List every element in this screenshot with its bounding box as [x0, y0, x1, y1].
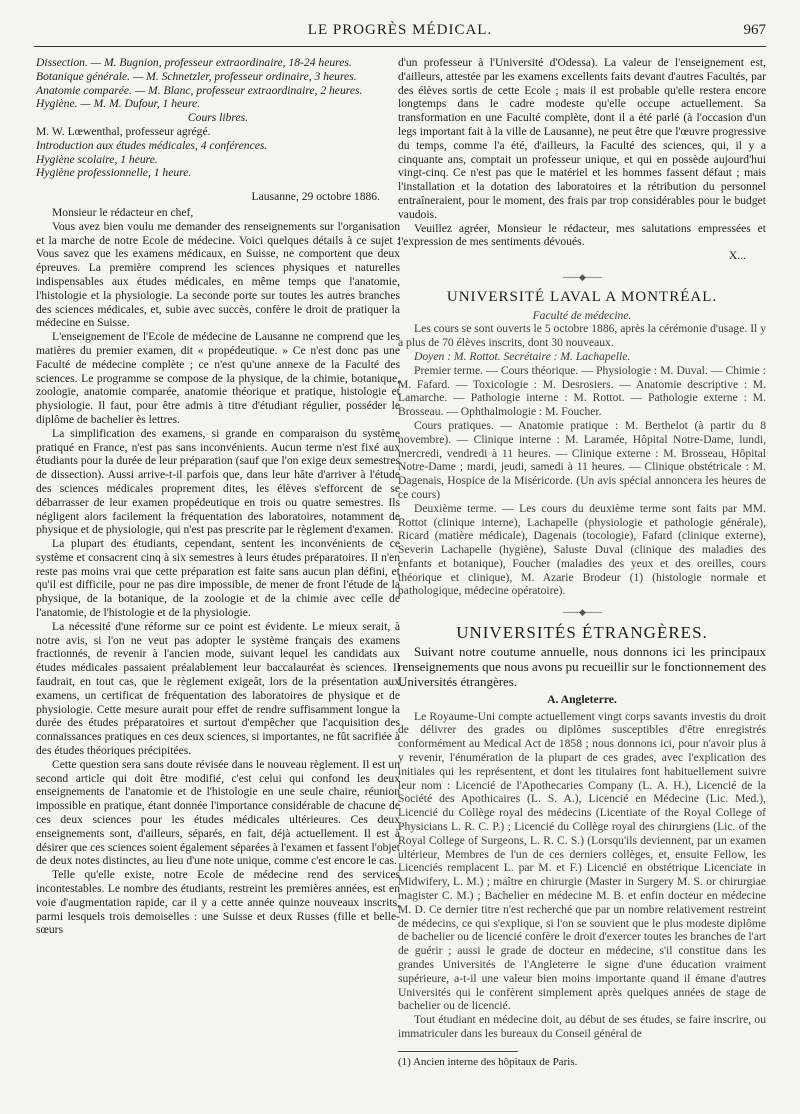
foreign-title: UNIVERSITÉS ÉTRANGÈRES. — [456, 623, 708, 643]
course-line: Anatomie comparée. — M. Blanc, professeur extraordinaire, 2 heures. — [36, 83, 363, 97]
page-number: 967 — [743, 22, 766, 38]
letter-closing: Veuillez agréer, Monsieur le rédacteur, mes salutations empressées et l'expression de mes sentiments dévoués. — [398, 221, 766, 249]
letter-continuation: d'un professeur à l'Université d'Odessa). La valeur de l'enseignement est, d'ailleurs, attestée par les examens excellents faits devant d'autres Facultés, par des élèves sortis de cette Ecole ; mais il est probable qu'elle restera encore longtemps dans le cadre modeste qu'elle occupe actuellement. Sa transformation en une Faculté complète, dont il a été parlé (à l'occasion d'un legs important fait à la ville de Lausanne), ne peut être que l'œuvre progressive du temps, comme l'a été, d'ailleurs, la Faculté des sciences, qui, il y a cinquante ans, comptait un professeur unique, et qui en possède aujourd'hui vingt-cinq. Ce n'est pas que le matériel et les hommes fassent défaut ; mais l'installation et la dotation des laboratoires et la rétribution du personnel entraîneraient, pour le moment, des frais par trop considérables pour le budget vaudois. — [398, 56, 766, 221]
letter-signature: X... — [728, 249, 746, 263]
right-column — [398, 56, 766, 1070]
letter-dateline: Lausanne, 29 octobre 1886. — [251, 190, 380, 204]
section-divider: ───◆─── — [562, 607, 602, 618]
free-course-line: Hygiène scolaire, 1 heure. — [36, 152, 158, 166]
footnote-rule — [398, 1051, 518, 1052]
letter-paragraph: Cette question sera sans doute révisée dans le nouveau règlement. Il est un second article qui doit être modifié, c'est celui qui confond les deux enseignements de l'anatomie et de l'histologie en une seule chaire, réunion impossible en pratique, étant donnée l'importance considérable de chacune de ces deux sciences pour les études médicales ultérieures. Ces deux enseignements sont, d'ailleurs, séparés, en fait, déjà actuellement. Il est à désirer que ces sciences soient également séparées à l'examen et fassent l'objet de deux notes distinctes, au lieu d'une note unique, comme c'est encore le cas. — [36, 757, 400, 868]
letter-salutation: Monsieur le rédacteur en chef, — [52, 205, 194, 219]
free-course-line: M. W. Lœwenthal, professeur agrégé. — [36, 124, 211, 138]
course-line: Hygiène. — M. M. Dufour, 1 heure. — [36, 97, 201, 111]
letter-paragraph: Vous avez bien voulu me demander des renseignements sur l'organisation et la marche de notre Ecole de médecine. Voici quelques détails à ce sujet : Vous savez que les examens médicaux, en Suisse, ne comportent que deux épreuves. La première comprend les sciences physiques et naturelles indispensables aux études médicales, en même temps que l'anatomie, l'histologie et la physiologie. La seconde porte sur toutes les autres branches des sciences médicales, et, subie avec succès, confère le droit de pratiquer la médecine en Suisse. — [36, 219, 400, 330]
letter-paragraph: La simplification des examens, si grande en comparaison du système pratiqué en France, n'est pas sans inconvénients. Aucun terme n'est fixé aux étudiants pour la durée de leur préparation (sauf que l'on exige deux semestres de dissection). Aussi arrive-t-il parfois que, dans leur hâte d'arriver à l'étude des sciences médicales proprement dites, les élèves s'efforcent de se débarrasser de leur examen propédeutique en trois ou quatre semestres. Ils négligent alors facilement la fréquentation des laboratoires, notamment de physique et de physiologie, qui n'est pas prescrite par le règlement d'examen. — [36, 426, 400, 537]
laval-paragraph: Deuxième terme. — Les cours du deuxième terme sont faits par MM. Rottot (clinique interne), Lachapelle (physiologie et pathologie générale), Ricard (matière médicale), Dagenais (tocologie), Fafard (clinique externe), Severin Lachapelle (hygiène), Saluste Duval (clinique des maladies des enfants et botanique), Foucher (maladies des yeux et des oreilles, cours théorique et clinique), M. Azarie Brodeur (1) (histologie normale et pathologique, médecine opératoire). — [398, 501, 766, 598]
foreign-intro: Suivant notre coutume annuelle, nous donnons ici les principaux renseignements que nous avons pu recueillir sur le fonctionnement des Universités étrangères. — [398, 643, 766, 689]
laval-paragraph: Les cours se sont ouverts le 5 octobre 1886, après la cérémonie d'usage. Il y a plus de 70 élèves inscrits, dont 30 nouveaux. — [398, 322, 766, 350]
foreign-subhead: A. Angleterre. — [547, 692, 617, 706]
letter-paragraph: L'enseignement de l'Ecole de médecine de Lausanne ne comprend que les matières du premier examen, dit « propédeutique. » Ce n'est donc pas une Faculté de médecine complète ; ce n'est qu'une annexe de la Faculté des sciences. Le programme se compose de la physique, de la chimie, botanique, zoologie, anatomie comparée, anatomie théorique et pratique, histologie et physiologie. Il faut, pour être admis à titre d'étudiant régulier, posséder le diplôme de bachelier ès lettres. — [36, 330, 400, 426]
free-courses-heading: Cours libres. — [187, 111, 249, 125]
section-divider: ───◆─── — [562, 271, 602, 282]
free-course-line: Hygiène professionnelle, 1 heure. — [36, 166, 192, 180]
foreign-paragraph: Le Royaume-Uni compte actuellement vingt corps savants investis du droit de délivrer des grades ou diplômes susceptibles d'être enregistrés conformément au Medical Act de 1858 ; nous donnons ici, pour n'avoir plus à y revenir, l'énumération de la plupart de ces grades, avec l'explication des initiales qui les représentent, et dont les titulaires font habituellement suivre leur nom : Licencié de l'Apothecaries Company (L. A. H.), Licencié de la Société des Apothicaires (L. S. A.), Licencié en Médecine (Lic. Med.), Licencié du Collège royal des médecins (Licentiate of the Royal College of Physicians L. R. C. P.) ; Licencié du Collège royal des chirurgiens (Lic. of the Royal College of Surgeons, L. R. C. S.) (Lorsqu'ils deviennent, par un examen ultérieur, Membres de l'un de ces derniers collèges, et, ensuite Fellow, les Licenciés remplacent L. par M. et F.) Licencié en obstétrique Licenciate in Midwifery, L. M.) ; maître en chirurgie (Master in Surgery M. S. or chirurgiae magister C. M.) ; Bachelier en médecine M. B. et enfin docteur en médecine M. D. Ce dernier titre n'est recherché que par un nombre relativement restreint de médecins, ce qui s'explique, si l'on se souvient que le plus modeste diplôme de bachelier ou de licencié confère le droit d'exercer toutes les branches de l'art de guérir ; aussi le grade de docteur en médecine, s'il constitue dans les grandes Universités de l'Angleterre le signe d'une éducation vraiment supérieure, a-t-il une valeur bien moins importante quand il émane d'autres Universités qui le confèrent simplement après quelques années de stage de bachelier ou de licencié. — [398, 709, 766, 1013]
letter-paragraph: La nécessité d'une réforme sur ce point est évidente. Le mieux serait, à notre avis, si l'on ne veut pas adopter le système français des examens fractionnés, de revenir à l'ancien mode, suivant lequel les candidats aux études médicales passaient préalablement leur baccalauréat ès sciences. Il faudrait, en tout cas, que le règlement exigeât, lors de la présentation aux examens, un certificat de fréquentation des laboratoires de physique et de physiologie. Cette mesure aurait pour effet de rendre suffisamment longue la durée des études préparatoires et surtout d'empêcher que l'acquisition des connaissances pratiques en ces deux sciences, si importantes, ne fût sacrifiée à des études théoriques précipitées. — [36, 619, 400, 758]
running-header — [34, 22, 766, 47]
laval-paragraph: Cours pratiques. — Anatomie pratique : M. Berthelot (à partir du 8 novembre). — Clinique interne : M. Laramée, Hôpital Notre-Dame, lundi, mercredi, vendredi à 11 heures. — Clinique externe : M. Brosseau, Hôpital Notre-Dame ; mardi, jeudi, samedi à 11 heures. — Clinique obstétricale : M. Dagenais, Hospice de la Miséricorde. (Un avis spécial annoncera les heures de ce cours) — [398, 418, 766, 501]
footnote: (1) Ancien interne des hôpitaux de Paris. — [398, 1055, 578, 1068]
foreign-paragraph: Tout étudiant en médecine doit, au début de ses études, se faire inscrire, ou immatriculer dans les bureaux du Conseil général de — [398, 1013, 766, 1040]
letter-paragraph: La plupart des étudiants, cependant, sentent les inconvénients de ce système et consacrent cinq à six semestres à leurs études préparatoires. Il n'en reste pas moins vrai que cette préparation est faite sans aucun plan défini, et qu'il est difficile, pour ne pas dire impossible, de mener de front l'étude de la physique, de la botanique, de la zoologie et de la chimie avec celle de l'anatomie, de l'histologie et de la physiologie. — [36, 537, 400, 620]
left-column — [36, 56, 400, 937]
course-line: Botanique générale. — M. Schnetzler, professeur ordinaire, 3 heures. — [36, 69, 357, 83]
letter-paragraph: Telle qu'elle existe, notre Ecole de médecine rend des services incontestables. Le nombre des étudiants, restreint les premières années, est en voie d'augmentation rapide, car il y a cette année quinze nouveaux inscrits, parmi lesquels trois demoiselles : une Suisse et deux Russes (fille et belle-sœurs — [36, 868, 400, 937]
laval-title: UNIVERSITÉ LAVAL A MONTRÉAL. — [446, 288, 718, 305]
journal-title: LE PROGRÈS MÉDICAL. — [307, 22, 493, 38]
course-line: Dissection. — M. Bugnion, professeur extraordinaire, 18-24 heures. — [36, 56, 352, 69]
free-course-line: Introduction aux études médicales, 4 conférences. — [36, 138, 268, 152]
laval-subtitle: Faculté de médecine. — [532, 308, 632, 322]
laval-paragraph: Premier terme. — Cours théorique. — Physiologie : M. Duval. — Chimie : M. Fafard. — Toxicologie : M. Desrosiers. — Anatomie descriptive : M. Lamarche. — Pathologie interne : M. Rottot. — Pathologie externe : M. Brosseau. — Ophthalmologie : M. Foucher. — [398, 363, 766, 419]
laval-paragraph: Doyen : M. Rottot. Secrétaire : M. Lachapelle. — [414, 349, 631, 363]
